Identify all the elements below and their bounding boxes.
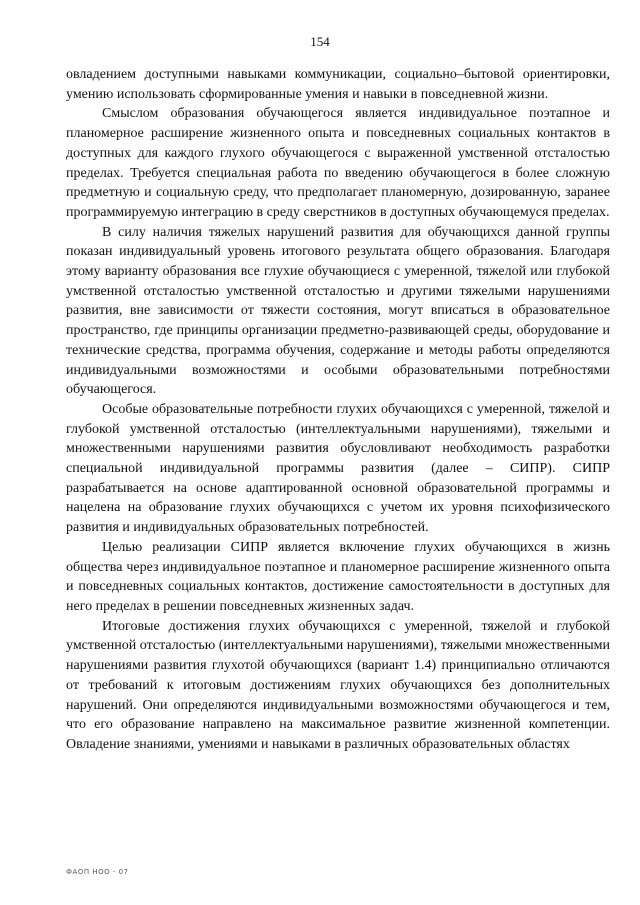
paragraph-6: Итоговые достижения глухих обучающихся с умеренной, тяжелой и глубокой умственной отсталостью (интеллектуальными нарушениями), тяжелыми множественными нарушениями развития глухотой обучающихся (вариант 1.4) принципиально отличаются от требований к итоговым достижениям глухих обучающихся без дополнительных нарушений. Они определяются индивидуальными возможностями обучающегося и тем, что его образование направлено на максимальное развитие жизненной компетенции. Овладение знаниями, умениями и навыками в различных образовательных областях bbox=[66, 618, 610, 752]
paragraph-3: В силу наличия тяжелых нарушений развития для обучающихся данной группы показан индивидуальный уровень итогового результата общего образования. Благодаря этому варианту образования все глухие обучающиеся с умеренной, тяжелой или глубокой умственной отсталостью умственной отсталостью и другими тяжелыми нарушениями развития, вне зависимости от тяжести состояния, могут вписаться в образовательное пространство, где принципы организации предметно-развивающей среды, оборудование и технические средства, программа обучения, содержание и методы работы определяются индивидуальными возможностями и особыми образовательными потребностями обучающегося. bbox=[66, 224, 610, 398]
document-body bbox=[66, 65, 610, 755]
paragraph-1: овладением доступными навыками коммуникации, социально–бытовой ориентировки, умению использовать сформированные умения и навыки в повседневной жизни. bbox=[66, 67, 610, 102]
paragraph-5: Целью реализации СИПР является включение глухих обучающихся в жизнь общества через индивидуальное поэтапное и планомерное расширение жизненного опыта и повседневных социальных контактов, достижение самостоятельности в доступных для него пределах в решении повседневных жизненных задач. bbox=[66, 539, 610, 614]
paragraph-2: Смыслом образования обучающегося является индивидуальное поэтапное и планомерное расширение жизненного опыта и повседневных социальных контактов в доступных для каждого глухого обучающегося с выраженной умственной отсталостью пределах. Требуется специальная работа по введению обучающегося в более сложную предметную и социальную среду, что предполагает планомерную, дозированную, заранее программируемую интеграцию в среду сверстников в доступных обучающемуся пределах. bbox=[66, 106, 610, 220]
page-number: 154 bbox=[310, 34, 330, 49]
footer-document-code: ФАОП НОО - 07 bbox=[66, 868, 129, 876]
paragraph-4: Особые образовательные потребности глухих обучающихся с умеренной, тяжелой и глубокой умственной отсталостью (интеллектуальными нарушениями), тяжелыми и множественными нарушениями развития обусловливают необходимость разработки специальной индивидуальной программы развития (далее – СИПР). СИПР разрабатывается на основе адаптированной основной образовательной программы и нацелена на образование глухих обучающихся с учетом их уровня психофизического развития и индивидуальных образовательных потребностей. bbox=[66, 401, 610, 536]
